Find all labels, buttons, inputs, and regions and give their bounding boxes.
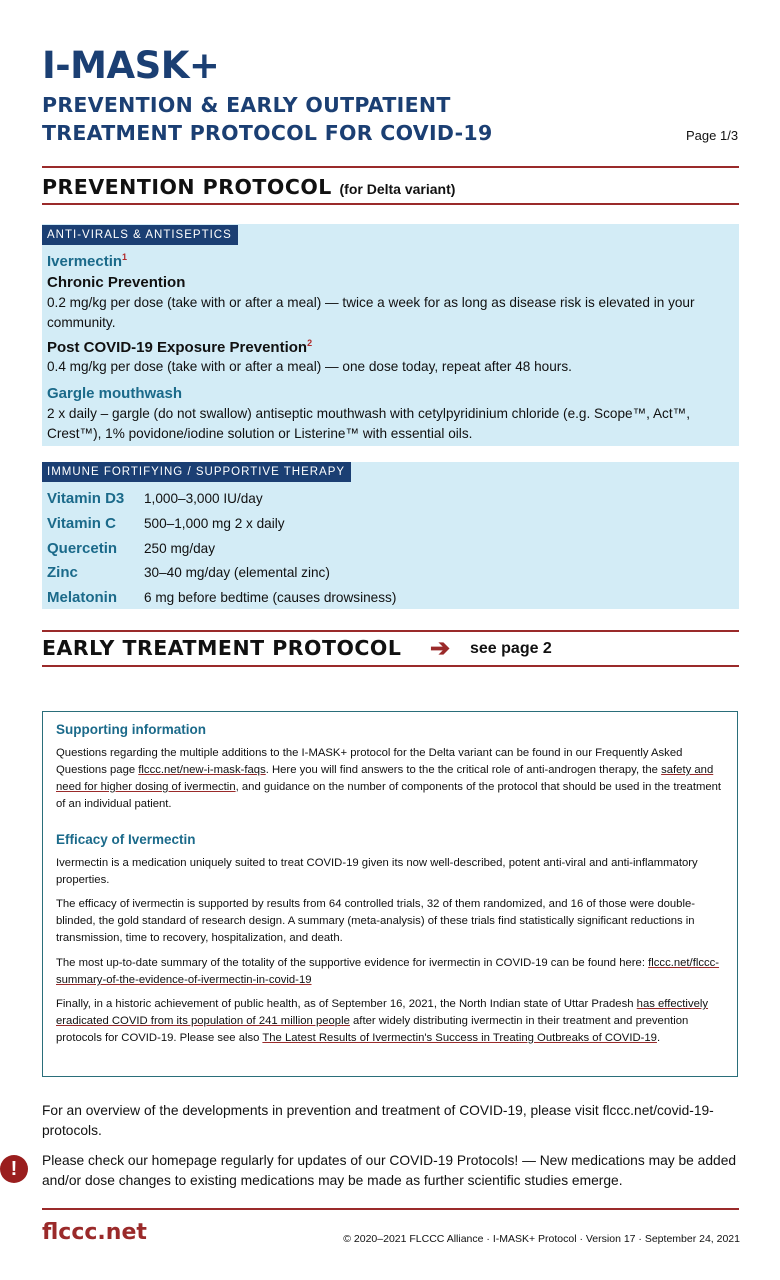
supplement-name: Zinc — [47, 564, 78, 581]
overview-text: For an overview of the developments in prevention and treatment of COVID-19, please visit flccc.net/covid-19-protocols. — [42, 1103, 714, 1138]
efficacy-text-3: The most up-to-date summary of the totality of the supportive evidence for ivermectin in COVID-19 can be found here: — [56, 957, 649, 969]
efficacy-paragraph-4 — [56, 996, 728, 1047]
gargle-title: Gargle mouthwash — [47, 385, 183, 402]
post-exposure-heading — [47, 338, 312, 356]
supplement-name: Vitamin D3 — [47, 490, 125, 507]
efficacy-text-4c: . — [656, 1032, 661, 1044]
supporting-info-title: Supporting information — [56, 722, 206, 737]
post-exposure-title: Post COVID-19 Exposure Prevention — [47, 339, 308, 356]
copyright: © 2020–2021 FLCCC Alliance · I-MASK+ Protocol · Version 17 · September 24, 2021 — [343, 1233, 740, 1245]
divider — [42, 630, 739, 632]
latest-results-link[interactable]: The Latest Results of Ivermectin's Success in Treating Outbreaks of COVID-19 — [262, 1032, 657, 1044]
prevention-heading — [42, 175, 455, 199]
alert-icon: ! — [0, 1155, 28, 1183]
supplement-name: Vitamin C — [47, 515, 116, 532]
subtitle-line1: PREVENTION & EARLY OUTPATIENT — [42, 93, 451, 117]
dosing-link[interactable]: safety and need for higher dosing of ivermectin — [56, 764, 714, 793]
ivermectin-heading — [47, 252, 127, 270]
page-number: Page 1/3 — [686, 128, 739, 143]
supplement-name: Melatonin — [47, 589, 117, 606]
supporting-text-b: . Here you will find answers to the the critical role of anti-androgen therapy, the — [265, 764, 662, 776]
supplement-dose: 30–40 mg/day (elemental zinc) — [144, 565, 330, 580]
arrow-right-icon: ➔ — [430, 635, 451, 662]
supporting-text-c: , and guidance on the number of components of the protocol that should be used in the treatment of an individual patient. — [56, 781, 722, 810]
chronic-prevention-text: 0.2 mg/kg per dose (take with or after a meal) — twice a week for as long as disease risk is elevated in your community. — [47, 295, 695, 330]
see-page-link[interactable]: see page 2 — [470, 640, 552, 657]
supplement-dose: 250 mg/day — [144, 541, 216, 556]
divider — [42, 166, 739, 168]
early-treatment-title: EARLY TREATMENT PROTOCOL — [42, 636, 402, 660]
supplement-dose: 1,000–3,000 IU/day — [144, 491, 263, 506]
faq-link[interactable]: flccc.net/new-i-mask-faqs — [138, 764, 266, 776]
subtitle-line2: TREATMENT PROTOCOL FOR COVID-19 — [42, 121, 493, 145]
uttar-pradesh-link[interactable]: has effectively eradicated COVID from its population of 241 million people — [56, 998, 709, 1027]
ivermectin-label: Ivermectin — [47, 253, 123, 270]
antivirals-tag: ANTI-VIRALS & ANTISEPTICS — [42, 225, 238, 245]
efficacy-title: Efficacy of Ivermectin — [56, 832, 196, 847]
ivermectin-ref: 1 — [122, 252, 128, 262]
supplement-dose: 500–1,000 mg 2 x daily — [144, 516, 285, 531]
update-notice: Please check our homepage regularly for updates of our COVID-19 Protocols! — New medications may be added and/or dose changes to existing medications may be made as further scientific studies emerge. — [42, 1153, 737, 1188]
supporting-info-text — [56, 745, 728, 813]
site-link[interactable]: flccc.net — [42, 1220, 147, 1245]
prevention-note: (for Delta variant) — [339, 181, 456, 197]
chronic-prevention-title: Chronic Prevention — [47, 274, 186, 291]
efficacy-paragraph-2: The efficacy of ivermectin is supported by results from 64 controlled trials, 32 of them randomized, and 16 of those were double-blinded, the gold standard of research design. A summary (meta-analysis) of these trials find statistically significant reductions in transmission, time to recovery, hospitalization, and death. — [56, 898, 696, 944]
post-exposure-ref: 2 — [307, 338, 313, 348]
gargle-text: 2 x daily – gargle (do not swallow) antiseptic mouthwash with cetylpyridinium chloride (e.g. Scope™, Act™, Crest™), 1% povidone/iodine solution or Listerine™ with essential oils. — [47, 406, 690, 441]
divider — [42, 1208, 739, 1210]
divider — [42, 665, 739, 667]
immune-tag: IMMUNE FORTIFYING / SUPPORTIVE THERAPY — [42, 462, 351, 482]
post-exposure-text: 0.4 mg/kg per dose (take with or after a meal) — one dose today, repeat after 48 hours. — [47, 359, 572, 374]
divider — [42, 203, 739, 205]
supplement-name: Quercetin — [47, 540, 118, 557]
efficacy-paragraph-3 — [56, 955, 728, 989]
immune-panel — [42, 462, 739, 609]
evidence-summary-link[interactable]: flccc.net/flccc-summary-of-the-evidence-of-ivermectin-in-covid-19 — [56, 957, 720, 986]
prevention-title: PREVENTION PROTOCOL — [42, 175, 332, 199]
supporting-text-a: Questions regarding the multiple additions to the I-MASK+ protocol for the Delta variant can be found in our Frequently Asked Questions page — [56, 747, 683, 776]
supplement-dose: 6 mg before bedtime (causes drowsiness) — [144, 590, 397, 605]
efficacy-paragraph-1: Ivermectin is a medication uniquely suited to treat COVID-19 given its now well-described, potent anti-viral and anti-inflammatory properties. — [56, 857, 698, 886]
efficacy-text-4b: after widely distributing ivermectin in their treatment and prevention protocols for COVID-19. Please see also — [56, 1015, 689, 1044]
brand-title: I-MASK+ — [42, 44, 220, 87]
efficacy-text-4a: Finally, in a historic achievement of public health, as of September 16, 2021, the North Indian state of Uttar Pradesh — [56, 998, 637, 1010]
